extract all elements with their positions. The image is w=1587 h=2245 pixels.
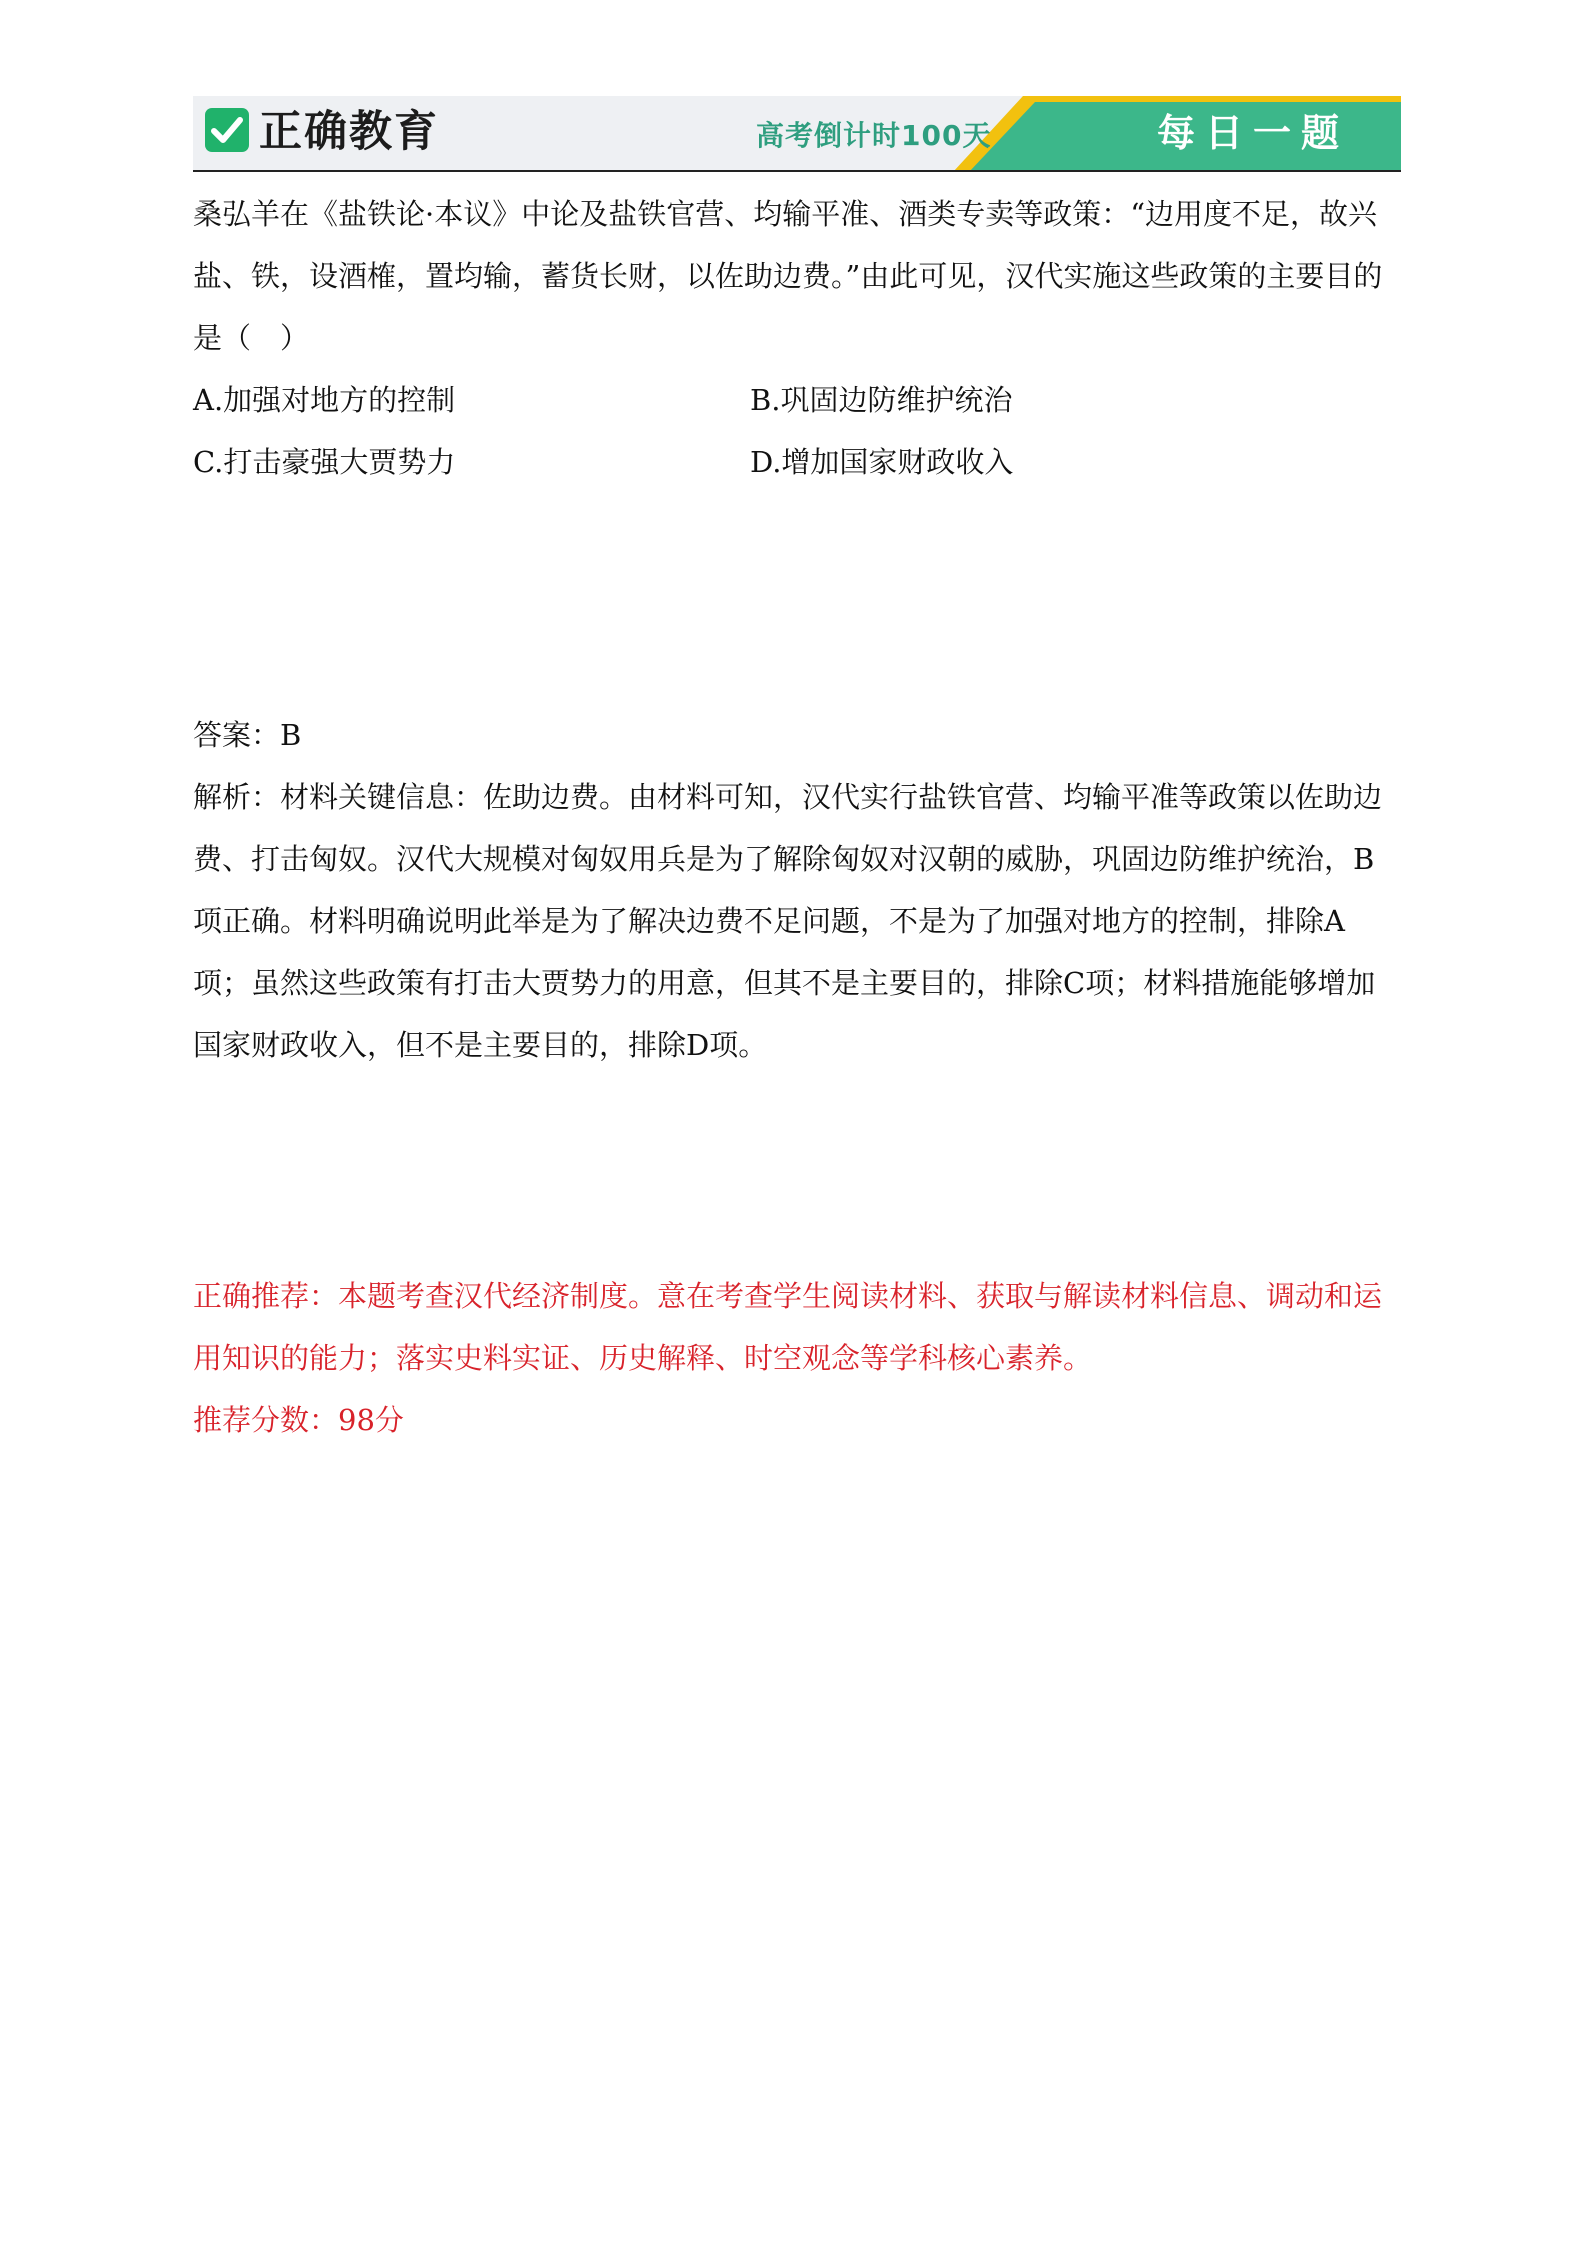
option-a: A.加强对地方的控制 <box>193 383 456 417</box>
option-d: D.增加国家财政收入 <box>750 445 1014 479</box>
option-c: C.打击豪强大贾势力 <box>193 445 456 479</box>
daily-question-label: 每日一题 <box>1156 111 1349 155</box>
options-grid <box>193 369 1398 493</box>
brand-name: 正确教育 <box>259 107 439 157</box>
question-block <box>193 183 1398 493</box>
answer-line: 答案：B <box>193 718 302 752</box>
option-b: B.巩固边防维护统治 <box>750 383 1013 417</box>
recommendation-text: 正确推荐：本题考查汉代经济制度。意在考查学生阅读材料、获取与解读材料信息、调动和运用知识的能力；落实史料实证、历史解释、时空观念等学科核心素养。 <box>193 1279 1383 1375</box>
checkmark-logo-icon <box>205 108 249 152</box>
question-stem: 桑弘羊在《盐铁论·本议》中论及盐铁官营、均输平准、酒类专卖等政策：“边用度不足，故兴盐、铁，设酒榷，置均输，蓄货长财，以佐助边费。”由此可见，汉代实施这些政策的主要目的是（ ） <box>193 197 1383 355</box>
countdown-label: 高考倒计时100天 <box>756 119 992 152</box>
header-divider <box>193 170 1401 172</box>
answer-block <box>193 704 1398 1076</box>
recommendation-score: 推荐分数：98分 <box>193 1403 404 1437</box>
analysis-text: 解析：材料关键信息：佐助边费。由材料可知，汉代实行盐铁官营、均输平准等政策以佐助边费、打击匈奴。汉代大规模对匈奴用兵是为了解除匈奴对汉朝的威胁，巩固边防维护统治，B项正确。材料明确说明此举是为了解决边费不足问题，不是为了加强对地方的控制，排除A项；虽然这些政策有打击大贾势力的用意，但其不是主要目的，排除C项；材料措施能够增加国家财政收入，但不是主要目的，排除D项。 <box>193 780 1383 1062</box>
recommendation-block <box>193 1265 1398 1451</box>
header-banner <box>193 96 1401 172</box>
